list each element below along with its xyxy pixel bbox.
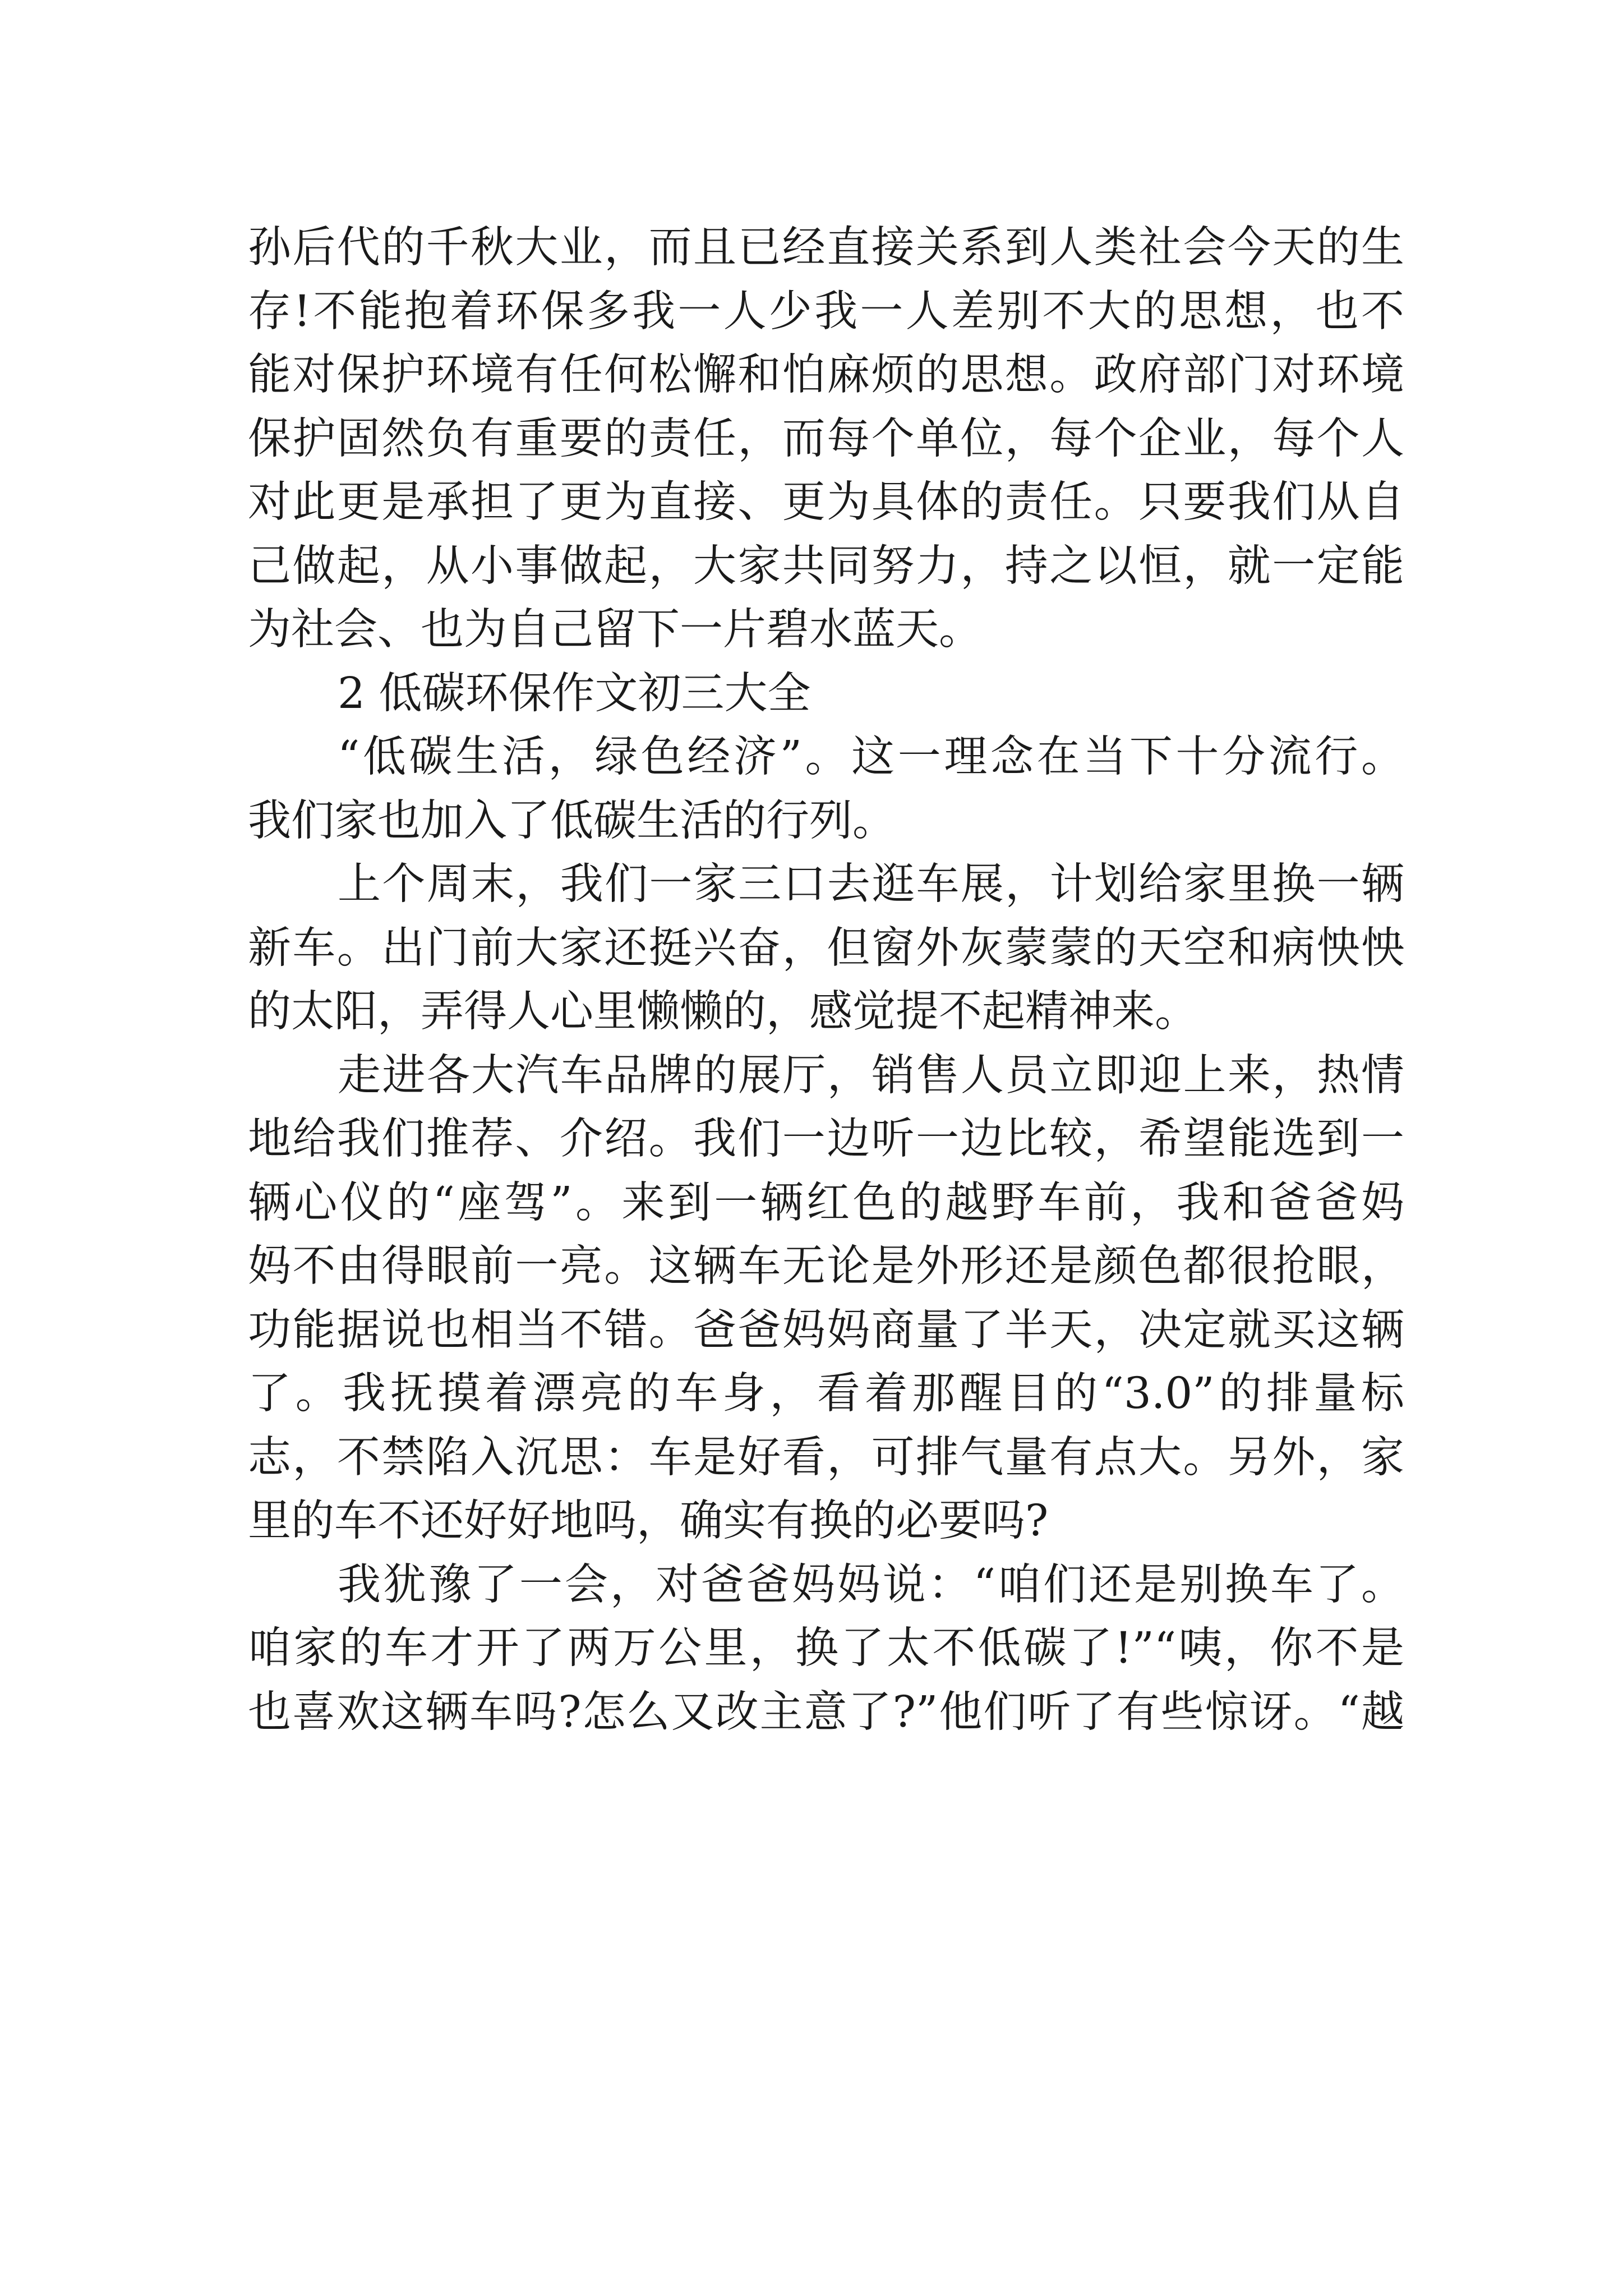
text-line: 也喜欢这辆车吗?怎么又改主意了?”他们听了有些惊讶。“越 (248, 1687, 1404, 1737)
text-line: 功能据说也相当不错。爸爸妈妈商量了半天，决定就买这辆 (248, 1305, 1404, 1355)
text-line: 妈不由得眼前一亮。这辆车无论是外形还是颜色都很抢眼， (248, 1241, 1404, 1291)
text-line: 对此更是承担了更为直接、更为具体的责任。只要我们从自 (248, 477, 1404, 527)
text-line: 我犹豫了一会，对爸爸妈妈说：“咱们还是别换车了。 (338, 1559, 1404, 1610)
text-line: 为社会、也为自己留下一片碧水蓝天。 (248, 605, 982, 655)
text-line: 新车。出门前大家还挺兴奋，但窗外灰蒙蒙的天空和病怏怏 (248, 923, 1404, 973)
text-line: 志，不禁陷入沉思：车是好看，可排气量有点大。另外，家 (248, 1432, 1404, 1483)
text-line: 地给我们推荐、介绍。我们一边听一边比较，希望能选到一 (248, 1114, 1404, 1164)
text-line: 孙后代的千秋大业，而且已经直接关系到人类社会今天的生 (248, 223, 1404, 273)
body-text (248, 216, 1404, 1744)
text-line: 的太阳，弄得人心里懒懒的，感觉提不起精神来。 (248, 987, 1198, 1037)
text-line: 辆心仪的“座驾”。来到一辆红色的越野车前，我和爸爸妈 (248, 1177, 1404, 1228)
text-line: 里的车不还好好地吗，确实有换的必要吗? (248, 1496, 1049, 1546)
text-line: 2 低碳环保作文初三大全 (338, 668, 811, 719)
text-line: 存!不能抱着环保多我一人少我一人差别不大的思想，也不 (248, 286, 1404, 337)
text-line: 己做起，从小事做起，大家共同努力，持之以恒，就一定能 (248, 541, 1404, 591)
text-line: 上个周末，我们一家三口去逛车展，计划给家里换一辆 (338, 859, 1404, 909)
text-line: 能对保护环境有任何松懈和怕麻烦的思想。政府部门对环境 (248, 350, 1404, 400)
text-line: 保护固然负有重要的责任，而每个单位，每个企业，每个人 (248, 413, 1404, 464)
text-line: 咱家的车才开了两万公里，换了太不低碳了!”“咦，你不是 (248, 1623, 1404, 1673)
text-line: 了。我抚摸着漂亮的车身，看着那醒目的“3.0”的排量标 (248, 1369, 1404, 1419)
text-line: 走进各大汽车品牌的展厅，销售人员立即迎上来，热情 (338, 1050, 1404, 1101)
text-line: 我们家也加入了低碳生活的行列。 (248, 795, 896, 846)
text-line: “低碳生活，绿色经济”。这一理念在当下十分流行。 (338, 732, 1404, 782)
